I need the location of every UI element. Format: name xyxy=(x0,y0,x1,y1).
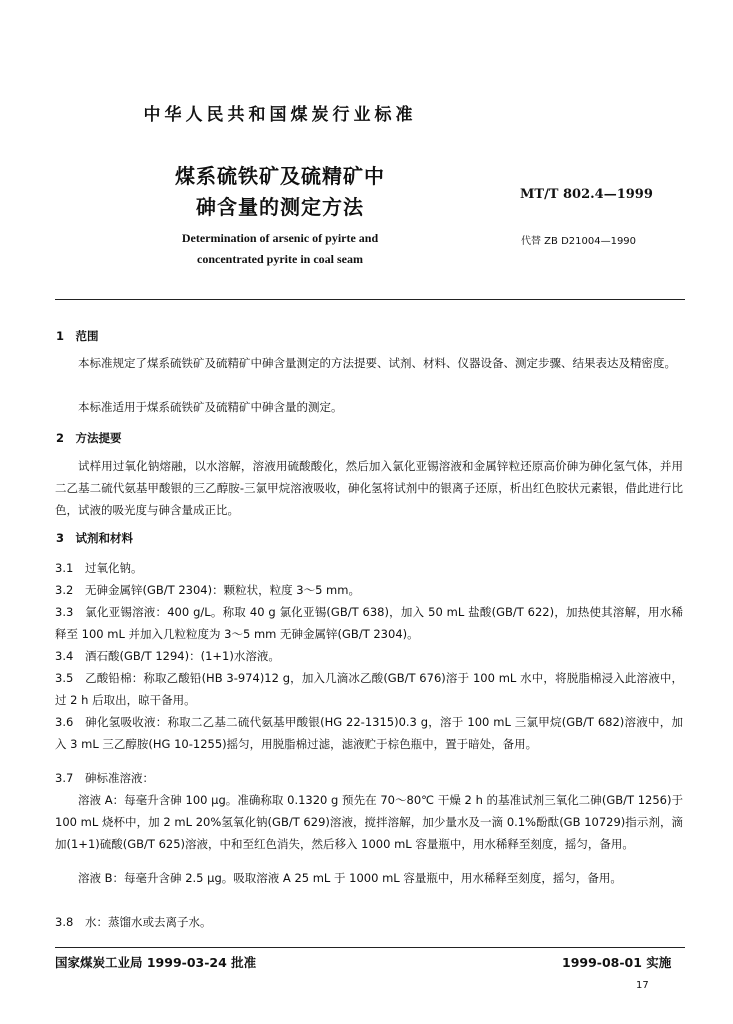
list-item-3-6 xyxy=(55,711,683,755)
solution-b-paragraph: 溶液 B：每毫升含砷 2.5 μg。吸取溶液 A 25 mL 于 1000 mL 容量瓶中，用水稀释至刻度，摇匀，备用。 xyxy=(78,871,622,885)
item-text: 过氧化钠。 xyxy=(85,561,143,575)
list-item-3-3 xyxy=(55,601,683,645)
list-item-3-7 xyxy=(55,767,683,789)
industry-standard-heading: 中华人民共和国煤炭行业标准 xyxy=(143,105,417,125)
english-title-line2: concentrated pyrite in coal seam xyxy=(197,252,363,266)
document-title-line1: 煤系硫铁矿及硫精矿中 xyxy=(175,164,385,188)
approval-info: 国家煤炭工业局 1999-03-24 批准 xyxy=(55,955,257,970)
replaces-standard: 代替 ZB D21004—1990 xyxy=(521,236,637,247)
list-item-3-2 xyxy=(55,579,683,601)
item-number: 3.1 xyxy=(55,561,74,575)
page-number: 17 xyxy=(636,980,649,991)
item-text: 砷化氢吸收液：称取二乙基二硫代氨基甲酸银(HG 22-1315)0.3 g，溶于 100 mL 三氯甲烷(GB/T 682)溶液中，加入 3 mL 三乙醇胺(HG 10-1255)摇匀，用脱脂棉过滤，滤液贮于棕色瓶中，置于暗处，备用。 xyxy=(55,715,683,751)
header-divider xyxy=(55,299,685,300)
item-text: 氯化亚锡溶液：400 g/L。称取 40 g 氯化亚锡(GB/T 638)，加入 50 mL 盐酸(GB/T 622)，加热使其溶解，用水稀释至 100 mL 并加入几粒粒度为 3～5 mm 无砷金属锌(GB/T 2304)。 xyxy=(55,605,683,641)
list-item-3-4 xyxy=(55,645,683,667)
section-1-paragraph-2: 本标准适用于煤系硫铁矿及硫精矿中砷含量的测定。 xyxy=(78,400,343,414)
item-number: 3.2 xyxy=(55,583,74,597)
item-text: 乙酸铅棉：称取乙酸铅(HB 3-974)12 g，加入几滴冰乙酸(GB/T 676)溶于 100 mL 水中，将脱脂棉浸入此溶液中，过 2 h 后取出，晾干备用。 xyxy=(55,671,683,707)
section-1-title: 1 范围 xyxy=(56,329,99,343)
item-number: 3.3 xyxy=(55,605,74,619)
english-title-line1: Determination of arsenic of pyirte and xyxy=(181,231,379,245)
list-item-3-5 xyxy=(55,667,683,711)
section-1-paragraph-1: 本标准规定了煤系硫铁矿及硫精矿中砷含量测定的方法提要、试剂、材料、仪器设备、测定步骤、结果表达及精密度。 xyxy=(78,356,676,370)
item-number: 3.4 xyxy=(55,649,74,663)
item-number: 3.7 xyxy=(55,771,74,785)
footer-divider xyxy=(55,947,685,948)
item-text: 水：蒸馏水或去离子水。 xyxy=(85,915,212,929)
section-2-paragraph: 试样用过氧化钠熔融，以水溶解，溶液用硫酸酸化，然后加入氯化亚锡溶液和金属锌粒还原高价砷为砷化氢气体，并用二乙基二硫代氨基甲酸银的三乙醇胺-三氯甲烷溶液吸收，砷化氢将试剂中的银离子还原，析出红色胶状元素银，借此进行比色，试液的吸光度与砷含量成正比。 xyxy=(55,459,683,517)
item-text: 酒石酸(GB/T 1294)：(1+1)水溶液。 xyxy=(85,649,280,663)
document-title-line2: 砷含量的测定方法 xyxy=(196,195,364,219)
section-3-title: 3 试剂和材料 xyxy=(56,531,134,545)
list-item-3-1 xyxy=(55,557,683,579)
list-item-3-8 xyxy=(55,911,683,933)
item-number: 3.5 xyxy=(55,671,74,685)
item-number: 3.8 xyxy=(55,915,74,929)
implementation-date: 1999-08-01 实施 xyxy=(562,955,672,970)
section-2-title: 2 方法提要 xyxy=(56,431,122,445)
item-number: 3.6 xyxy=(55,715,74,729)
standard-code: MT/T 802.4—1999 xyxy=(520,187,653,202)
solution-a-paragraph: 溶液 A：每毫升含砷 100 μg。准确称取 0.1320 g 预先在 70～80℃ 干燥 2 h 的基准试剂三氧化二砷(GB/T 1256)于 100 mL 烧杯中，加 2 mL 20%氢氧化钠(GB/T 629)溶液，搅拌溶解，加少量水及一滴 0.1%酚酞(GB 10729)指示剂，滴加(1+1)硫酸(GB/T 625)溶液，中和至红色消失，然后移入 1000 mL 容量瓶中，用水稀释至刻度，摇匀，备用。 xyxy=(55,793,683,851)
item-text: 无砷金属锌(GB/T 2304)：颗粒状，粒度 3～5 mm。 xyxy=(85,583,360,597)
item-text: 砷标准溶液： xyxy=(85,771,154,785)
